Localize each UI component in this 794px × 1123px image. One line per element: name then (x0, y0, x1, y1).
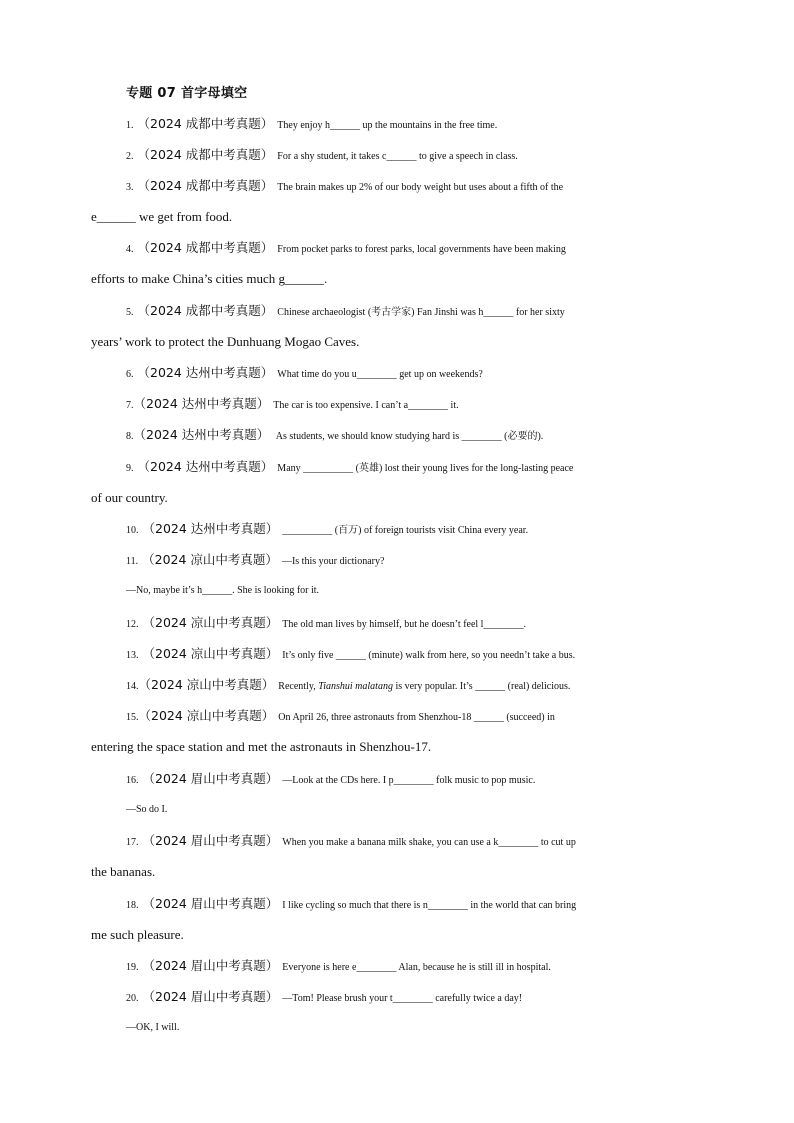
question-14 (91, 676, 738, 696)
question-19 (91, 957, 738, 977)
question-text-pre: Recently, (278, 681, 319, 692)
question-source: （2024 凉山中考真题） (142, 646, 279, 661)
question-7 (91, 395, 738, 415)
question-17-continuation: the bananas. (91, 864, 156, 879)
question-text: On April 26, three astronauts from Shenzhou-18 ______ (succeed) in (278, 712, 555, 723)
question-text: It’s only five ______ (minute) walk from here, so you needn’t take a bus. (282, 650, 576, 661)
question-16 (91, 770, 738, 790)
question-source: （2024 凉山中考真题） (142, 552, 278, 567)
question-text: Everyone is here e________ Alan, because he is still ill in hospital. (282, 962, 551, 973)
question-15-continuation: entering the space station and met the astronauts in Shenzhou-17. (91, 739, 432, 754)
question-source: （2024 成都中考真题） (137, 240, 274, 255)
question-text: When you make a banana milk shake, you can use a k________ to cut up (282, 837, 576, 848)
question-number: 7. (126, 400, 134, 411)
question-3-continuation: e______ we get from food. (91, 209, 233, 224)
page-title: 专题 07 首字母填空 (126, 86, 248, 101)
question-source: （2024 凉山中考真题） (138, 708, 275, 723)
question-source: （2024 眉山中考真题） (142, 833, 279, 848)
question-15 (91, 707, 738, 727)
question-text-emphasis: Tianshui malatang (318, 681, 393, 692)
question-text-post: is very popular. It’s ______ (real) delicious. (392, 681, 571, 692)
question-source: （2024 成都中考真题） (137, 303, 274, 318)
question-6 (91, 364, 738, 384)
question-text: The brain makes up 2% of our body weight but uses about a fifth of the (277, 182, 564, 193)
question-text: —Look at the CDs here. I p________ folk music to pop music. (282, 775, 536, 786)
question-text: As students, we should know studying hard is ________ (必要的). (273, 431, 544, 442)
question-18 (91, 895, 738, 915)
question-number: 13. (126, 650, 139, 661)
question-number: 20. (126, 993, 139, 1004)
question-20-reply: —OK, I will. (126, 1022, 180, 1033)
question-number: 11. (126, 556, 139, 567)
question-source: （2024 凉山中考真题） (138, 677, 275, 692)
question-text: For a shy student, it takes c______ to give a speech in class. (277, 151, 518, 162)
question-number: 15. (126, 712, 139, 723)
question-number: 10. (126, 525, 139, 536)
question-source: （2024 成都中考真题） (137, 116, 274, 131)
question-source: （2024 成都中考真题） (137, 147, 274, 162)
question-number: 3. (126, 182, 134, 193)
question-3 (91, 177, 738, 197)
question-text: Chinese archaeologist (考古学家) Fan Jinshi was h______ for her sixty (277, 307, 565, 318)
question-10 (91, 520, 738, 540)
question-source: （2024 眉山中考真题） (142, 958, 279, 973)
question-source: （2024 达州中考真题） (137, 459, 274, 474)
question-source: （2024 达州中考真题） (142, 521, 279, 536)
question-source: （2024 凉山中考真题） (142, 615, 279, 630)
question-text: The old man lives by himself, but he doesn’t feel l________. (282, 619, 526, 630)
question-number: 5. (126, 307, 134, 318)
question-number: 19. (126, 962, 139, 973)
question-number: 2. (126, 151, 134, 162)
question-text: __________ (百万) of foreign tourists visit China every year. (282, 525, 529, 536)
question-2 (91, 146, 738, 166)
question-source: （2024 达州中考真题） (133, 427, 270, 442)
question-number: 17. (126, 837, 139, 848)
question-17 (91, 832, 738, 852)
question-number: 1. (126, 120, 134, 131)
question-5-continuation: years’ work to protect the Dunhuang Mogao Caves. (91, 334, 360, 349)
question-text: The car is too expensive. I can’t a________ it. (273, 400, 459, 411)
question-number: 4. (126, 244, 134, 255)
question-1 (91, 115, 738, 135)
question-18-continuation: me such pleasure. (91, 927, 184, 942)
question-text: They enjoy h______ up the mountains in the free time. (277, 120, 498, 131)
question-9-continuation: of our country. (91, 490, 168, 505)
question-number: 14. (126, 681, 139, 692)
question-number: 9. (126, 463, 134, 474)
question-number: 16. (126, 775, 139, 786)
question-source: （2024 成都中考真题） (137, 178, 274, 193)
question-11-reply: —No, maybe it’s h______. She is looking for it. (126, 585, 320, 596)
question-4-continuation: efforts to make China’s cities much g______. (91, 271, 328, 286)
question-number: 6. (126, 369, 134, 380)
question-8 (91, 426, 738, 446)
question-5 (91, 302, 738, 322)
question-11 (91, 551, 738, 571)
question-source: （2024 眉山中考真题） (142, 771, 279, 786)
question-text: From pocket parks to forest parks, local governments have been making (277, 244, 566, 255)
question-source: （2024 达州中考真题） (133, 396, 270, 411)
question-4 (91, 239, 738, 259)
question-text: I like cycling so much that there is n________ in the world that can bring (282, 900, 577, 911)
question-number: 12. (126, 619, 139, 630)
question-13 (91, 645, 738, 665)
question-number: 8. (126, 431, 134, 442)
question-16-reply: —So do I. (126, 804, 168, 815)
question-source: （2024 眉山中考真题） (142, 989, 279, 1004)
question-source: （2024 眉山中考真题） (142, 896, 279, 911)
question-number: 18. (126, 900, 139, 911)
question-12 (91, 614, 738, 634)
question-20 (91, 988, 738, 1008)
question-source: （2024 达州中考真题） (137, 365, 274, 380)
question-9 (91, 458, 738, 478)
question-text: Many __________ (英雄) lost their young lives for the long-lasting peace (277, 463, 574, 474)
question-text: —Tom! Please brush your t________ carefully twice a day! (282, 993, 523, 1004)
question-text: What time do you u________ get up on weekends? (277, 369, 483, 380)
question-text: —Is this your dictionary? (281, 556, 385, 567)
